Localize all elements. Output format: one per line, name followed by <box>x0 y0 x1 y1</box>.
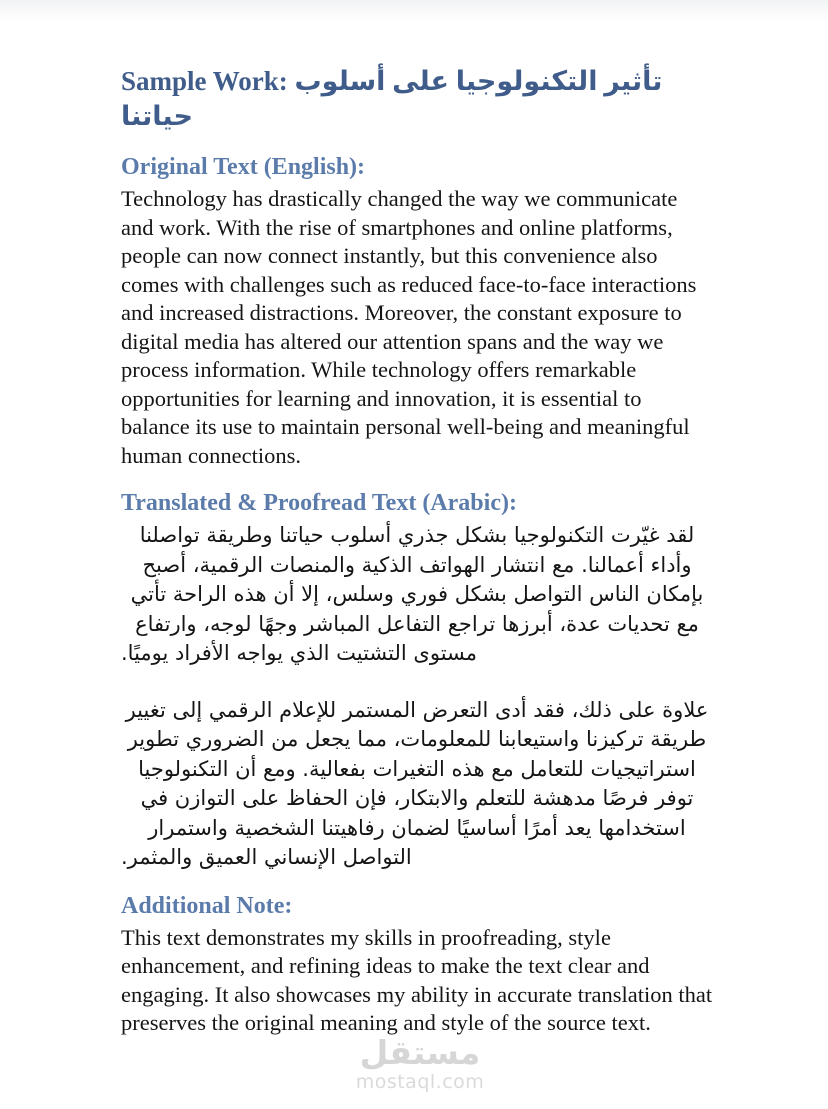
mostaql-logo: مستقل <box>359 1033 481 1072</box>
mostaql-watermark <box>6 1033 828 1093</box>
section-heading-original-text: Original Text (English): <box>121 154 366 180</box>
watermark-domain-text: mostaql.com <box>355 1071 485 1093</box>
paragraph-arabic-2: علاوة على ذلك، فقد أدى التعرض المستمر للإعلام الرقمي إلى تغيير طريقة تركيزنا واستيعابنا للمعلومات، مما يجعل من الضروري تطوير استراتيجيات للتعامل مع هذه التغيرات بفعالية. ومع أن التكنولوجيا توفر فرصًا مدهشة للتعلم والابتكار، فإن الحفاظ على التوازن في استخدامها يعد أمرًا أساسيًا لضمان رفاهيتنا الشخصية واستمرار التواصل الإنساني العميق والمثمر. <box>121 697 709 869</box>
paragraph-arabic-1: لقد غيّرت التكنولوجيا بشكل جذري أسلوب حياتنا وطريقة تواصلنا وأداء أعمالنا. مع انتشار الهواتف الذكية والمنصات الرقمية، أصبح بإمكان الناس التواصل بشكل فوري وسلس، إلا أن هذه الراحة تأتي مع تحديات عدة، أبرزها تراجع التفاعل المباشر وجهًا لوجه، وارتفاع مستوى التشتيت الذي يواجه الأفراد يوميًا. <box>121 523 704 665</box>
page-title: Sample Work: تأثير التكنولوجيا على أسلوب حياتنا <box>121 66 663 131</box>
document-content <box>121 0 713 1038</box>
section-heading-additional-note: Additional Note: <box>121 892 293 919</box>
paragraph-additional-note: This text demonstrates my skills in proofreading, style enhancement, and refining ideas to make the text clear and engaging. It also showcases my ability in accurate translation that preserves the original meaning and style of the source text. <box>121 924 713 1035</box>
paragraph-original-text: Technology has drastically changed the way we communicate and work. With the rise of smartphones and online platforms, people can now connect instantly, but this convenience also comes with challenges such as reduced face-to-face interactions and increased distractions. Moreover, the constant exposure to digital media has altered our attention spans and the way we process information. While technology offers remarkable opportunities for learning and innovation, it is essential to balance its use to maintain personal well-being and meaningful human connections. <box>121 186 697 468</box>
section-heading-translated-text: Translated & Proofread Text (Arabic): <box>121 490 517 516</box>
